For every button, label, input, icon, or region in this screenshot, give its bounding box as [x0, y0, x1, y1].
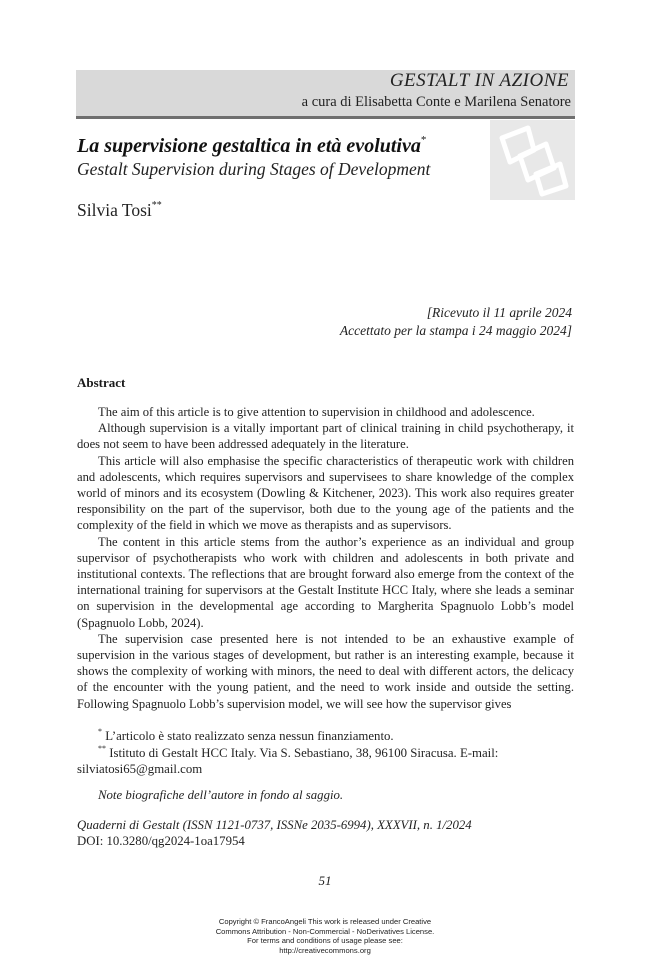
abstract-paragraph: Although supervision is a vitally important part of clinical training in child psychotherapy, it does not seem to have been addressed adequately in the literature.: [77, 421, 574, 452]
title-it-text: La supervisione gestaltica in età evolutiva: [77, 135, 421, 157]
article-title-english: Gestalt Supervision during Stages of Development: [77, 159, 431, 179]
footnote-text: L’articolo è stato realizzato senza nessun finanziamento.: [102, 729, 394, 743]
abstract-heading: Abstract: [77, 375, 126, 390]
abstract-paragraph: The aim of this article is to give attention to supervision in childhood and adolescence.: [98, 405, 535, 419]
license-link[interactable]: http://creativecommons.org: [279, 945, 371, 955]
license-line: Commons Attribution - Non-Commercial - NoDerivatives License.: [215, 926, 435, 936]
bio-note: Note biografiche dell’autore in fondo al saggio.: [98, 788, 344, 802]
title-footnote-mark: *: [420, 134, 427, 146]
license-notice: [0, 917, 650, 955]
abstract-paragraph: The supervision case presented here is not intended to be an exhaustive example of supervision in the various stages of development, but rather is an interesting example, because it shows the complexity of working with minors, the need to deal with different actors, the delicacy of the encounter with the young patient, and the need to work inside and outside the setting. Following Spagnuolo Lobb’s supervision model, we will see how the supervisor gives: [77, 631, 574, 711]
doi: DOI: 10.3280/qg2024-1oa17954: [77, 834, 245, 848]
abstract-paragraph: This article will also emphasise the specific characteristics of therapeutic work with children and adolescents, which requires supervisors and supervisees to share knowledge of the complex world of minors and its ecosystem (Dowling & Kitchener, 2023). This work also requires greater responsibility on the part of the supervisor, both due to the young age of the patients and the complexity of the field in which we move as therapists and as supervisors.: [77, 453, 574, 533]
author-footnote-mark: **: [151, 200, 162, 211]
abstract-body: [77, 404, 574, 712]
series-title: GESTALT IN AZIONE: [389, 70, 569, 91]
journal-section-header: [76, 70, 575, 119]
abstract-paragraph: The content in this article stems from the author’s experience as an individual and group supervisor of psychotherapists who work with children and adolescents in both private and institutional contexts. The reflections that are brought forward also emerge from the context of the international training for supervisors at the Gestalt Institute HCC Italy, where she leads a seminar on supervision in the developmental age according to Margherita Spagnuolo Lobb’s model (Spagnuolo Lobb, 2024).: [77, 534, 574, 630]
license-line: For terms and conditions of usage please see:: [247, 936, 403, 946]
author-text: Silvia Tosi: [77, 200, 152, 220]
footnote-mark: **: [98, 744, 106, 753]
footnote-affiliation: [77, 741, 574, 777]
footnote-mark: *: [98, 727, 102, 736]
article-title-italian: [77, 134, 426, 158]
accepted-date: Accettato per la stampa i 24 maggio 2024]: [339, 323, 572, 338]
license-line: Copyright © FrancoAngeli This work is released under Creative: [218, 917, 432, 926]
received-date: [Ricevuto il 11 aprile 2024: [426, 305, 572, 320]
publisher-logo-icon: [490, 120, 575, 200]
submission-dates: [340, 304, 572, 340]
journal-citation: Quaderni di Gestalt (ISSN 1121-0737, ISSNe 2035-6994), XXXVII, n. 1/2024: [77, 818, 472, 832]
author-name: [77, 200, 162, 221]
footnote-text: Istituto di Gestalt HCC Italy. Via S. Sebastiano, 38, 96100 Siracusa. E-mail: silviatosi65@gmail.com: [77, 746, 499, 776]
page-number: 51: [318, 873, 332, 888]
series-editors: a cura di Elisabetta Conte e Marilena Senatore: [301, 94, 571, 110]
